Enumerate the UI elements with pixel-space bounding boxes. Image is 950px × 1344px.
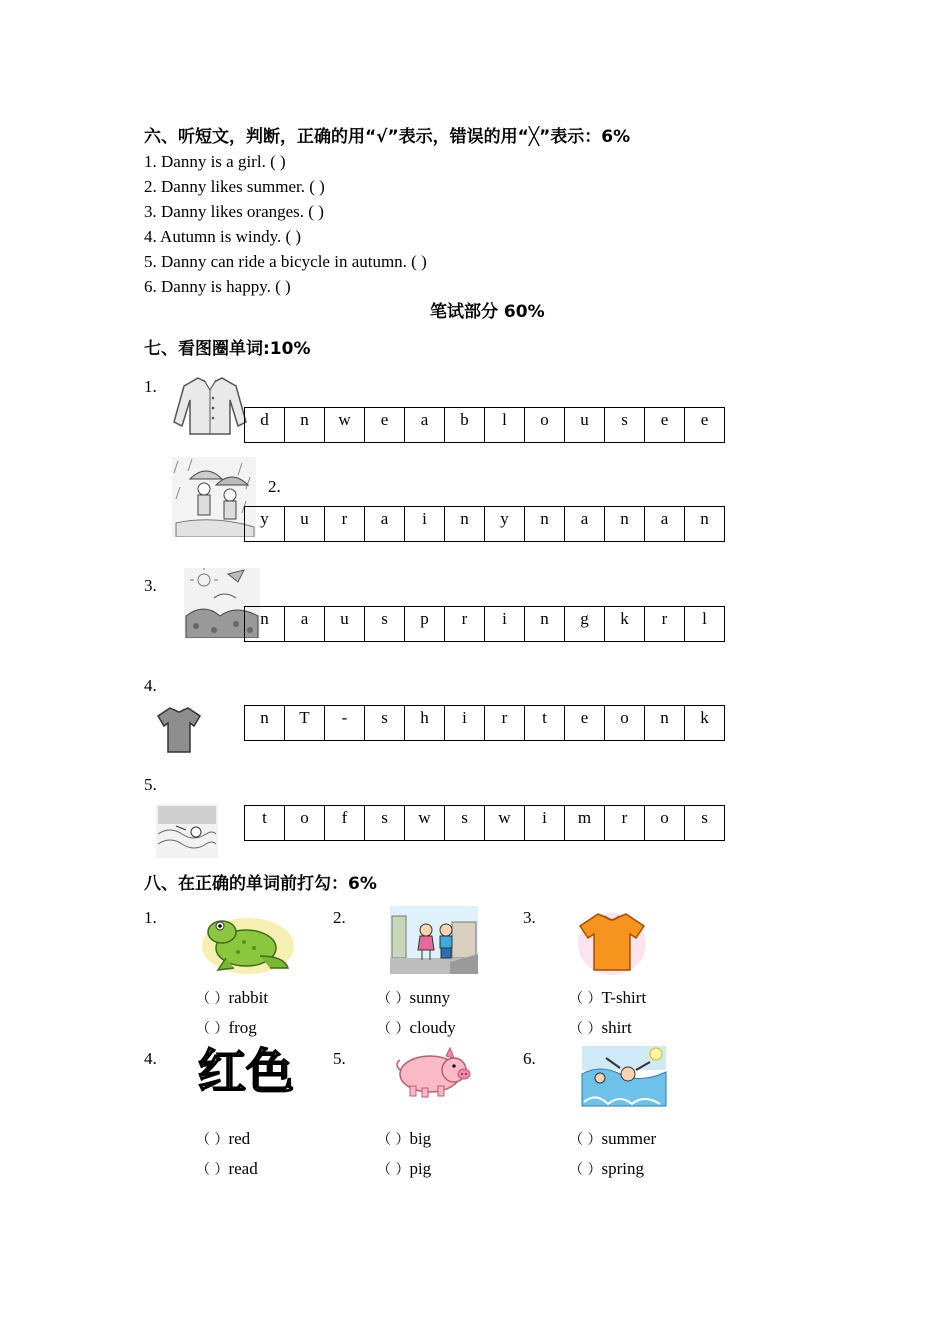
answer-paren: （ ） (377, 1132, 410, 1148)
answer-paren: （ ） (569, 991, 602, 1007)
letter-cell[interactable]: u (325, 607, 365, 642)
section-8-title: 八、在正确的单词前打勾：6% (144, 874, 377, 894)
question-number-5: 5. (144, 775, 157, 794)
letter-row (245, 607, 725, 642)
option-text: pig (409, 1159, 432, 1178)
letter-cell[interactable]: s (365, 806, 405, 841)
letter-cell[interactable]: n (525, 607, 565, 642)
option-text: red (228, 1129, 251, 1148)
option-text: cloudy (409, 1018, 456, 1037)
letter-cell[interactable]: r (485, 706, 525, 741)
letter-cell[interactable]: T (285, 706, 325, 741)
letter-cell[interactable]: u (285, 507, 325, 542)
option-q5-a[interactable] (377, 1129, 431, 1150)
letter-cell[interactable]: r (605, 806, 645, 841)
letter-row (245, 706, 725, 741)
letter-cell[interactable]: e (565, 706, 605, 741)
listening-item-5: 5. Danny can ride a bicycle in autumn. ( ) (144, 252, 427, 271)
letter-cell[interactable]: o (285, 806, 325, 841)
svg-text:红色: 红色 (198, 1044, 295, 1096)
letter-cell[interactable]: m (565, 806, 605, 841)
option-text: read (228, 1159, 258, 1178)
letter-cell[interactable]: n (525, 507, 565, 542)
letter-row (245, 806, 725, 841)
letter-cell[interactable]: t (525, 706, 565, 741)
answer-paren: （ ） (196, 1132, 229, 1148)
letter-cell[interactable]: a (365, 507, 405, 542)
letter-cell[interactable]: r (325, 507, 365, 542)
listening-item-1: 1. Danny is a girl. ( ) (144, 152, 286, 171)
letter-cell[interactable]: r (645, 607, 685, 642)
question-number-3: 3. (144, 576, 157, 595)
letter-row (245, 408, 725, 443)
letter-cell[interactable]: n (285, 408, 325, 443)
letter-cell[interactable]: i (445, 706, 485, 741)
letter-cell[interactable]: o (525, 408, 565, 443)
letter-cell[interactable]: t (245, 806, 285, 841)
letter-cell[interactable]: - (325, 706, 365, 741)
letter-cell[interactable]: d (245, 408, 285, 443)
letter-cell[interactable]: n (685, 507, 725, 542)
option-text: frog (228, 1018, 257, 1037)
letter-cell[interactable]: k (685, 706, 725, 741)
letter-grid-1 (244, 407, 725, 443)
listening-item-3: 3. Danny likes oranges. ( ) (144, 202, 324, 221)
listening-item-6: 6. Danny is happy. ( ) (144, 277, 291, 296)
letter-cell[interactable]: y (245, 507, 285, 542)
section-6-title: 六、听短文，判断，正确的用“√”表示，错误的用“╳”表示：6% (144, 127, 631, 147)
question-number-1: 1. (144, 377, 157, 396)
question-number-2: 2. (268, 477, 281, 496)
swimming-picture (580, 1044, 668, 1114)
letter-grid-3 (244, 606, 725, 642)
letter-cell[interactable]: s (365, 706, 405, 741)
letter-cell[interactable]: a (565, 507, 605, 542)
letter-cell[interactable]: e (685, 408, 725, 443)
letter-cell[interactable]: n (605, 507, 645, 542)
option-q1-b[interactable] (196, 1018, 257, 1039)
tick-question-number-2: 2. (333, 908, 346, 927)
option-q3-b[interactable] (569, 1018, 632, 1039)
pig-picture (394, 1046, 474, 1100)
swimming-sketch-picture (156, 804, 218, 858)
letter-cell[interactable]: s (365, 607, 405, 642)
children-picture (390, 906, 478, 974)
letter-grid-2 (244, 506, 725, 542)
letter-cell[interactable]: k (605, 607, 645, 642)
option-text: T-shirt (601, 988, 647, 1007)
option-text: spring (601, 1159, 644, 1178)
answer-paren: （ ） (377, 991, 410, 1007)
listening-item-2: 2. Danny likes summer. ( ) (144, 177, 325, 196)
listening-item-4: 4. Autumn is windy. ( ) (144, 227, 302, 246)
option-q2-b[interactable] (377, 1018, 456, 1039)
letter-cell[interactable]: f (325, 806, 365, 841)
tick-question-number-4: 4. (144, 1049, 157, 1068)
letter-cell[interactable]: o (605, 706, 645, 741)
letter-grid-4 (244, 705, 725, 741)
tshirt-picture (576, 908, 648, 976)
letter-cell[interactable]: o (645, 806, 685, 841)
letter-cell[interactable]: n (445, 507, 485, 542)
letter-cell[interactable]: n (245, 706, 285, 741)
letter-cell[interactable]: r (445, 607, 485, 642)
option-text: big (409, 1129, 432, 1148)
letter-cell[interactable]: e (365, 408, 405, 443)
option-q1-a[interactable] (196, 988, 268, 1009)
option-q6-b[interactable] (569, 1159, 644, 1180)
letter-cell[interactable]: i (405, 507, 445, 542)
letter-cell[interactable]: w (405, 806, 445, 841)
letter-cell[interactable]: g (565, 607, 605, 642)
letter-cell[interactable]: u (565, 408, 605, 443)
answer-paren: （ ） (377, 1162, 410, 1178)
answer-paren: （ ） (569, 1021, 602, 1037)
letter-cell[interactable]: e (645, 408, 685, 443)
letter-grid-5 (244, 805, 725, 841)
written-part-title: 笔试部分 60% (430, 302, 545, 322)
option-q5-b[interactable] (377, 1159, 431, 1180)
answer-paren: （ ） (196, 1162, 229, 1178)
option-text: shirt (601, 1018, 632, 1037)
letter-cell[interactable]: w (325, 408, 365, 443)
tick-question-number-1: 1. (144, 908, 157, 927)
option-q4-a[interactable] (196, 1129, 250, 1150)
answer-paren: （ ） (569, 1132, 602, 1148)
letter-cell[interactable]: w (485, 806, 525, 841)
letter-cell[interactable]: a (285, 607, 325, 642)
letter-cell[interactable]: s (605, 408, 645, 443)
letter-cell[interactable]: l (685, 607, 725, 642)
letter-cell[interactable]: s (445, 806, 485, 841)
tshirt-gray-picture (156, 706, 202, 756)
answer-paren: （ ） (569, 1162, 602, 1178)
letter-cell[interactable]: s (685, 806, 725, 841)
option-q4-b[interactable] (196, 1159, 258, 1180)
letter-cell[interactable]: n (645, 706, 685, 741)
tick-question-number-3: 3. (523, 908, 536, 927)
blouse-picture (170, 372, 250, 436)
letter-cell[interactable]: i (525, 806, 565, 841)
option-text: summer (601, 1129, 657, 1148)
section-7-title: 七、看图圈单词:10% (144, 339, 311, 359)
answer-paren: （ ） (196, 1021, 229, 1037)
option-q3-a[interactable] (569, 988, 646, 1009)
letter-cell[interactable]: n (245, 607, 285, 642)
letter-cell[interactable]: h (405, 706, 445, 741)
letter-cell[interactable]: i (485, 607, 525, 642)
letter-cell[interactable]: y (485, 507, 525, 542)
tick-question-number-6: 6. (523, 1049, 536, 1068)
frog-picture (200, 906, 296, 976)
question-number-4: 4. (144, 676, 157, 695)
letter-row (245, 507, 725, 542)
letter-cell[interactable]: a (405, 408, 445, 443)
tick-question-number-5: 5. (333, 1049, 346, 1068)
option-text: rabbit (228, 988, 269, 1007)
answer-paren: （ ） (196, 991, 229, 1007)
answer-paren: （ ） (377, 1021, 410, 1037)
letter-cell[interactable]: a (645, 507, 685, 542)
option-q2-a[interactable] (377, 988, 450, 1009)
option-q6-a[interactable] (569, 1129, 656, 1150)
option-text: sunny (409, 988, 451, 1007)
letter-cell[interactable]: l (485, 408, 525, 443)
red-characters-picture (196, 1040, 304, 1096)
letter-cell[interactable]: b (445, 408, 485, 443)
letter-cell[interactable]: p (405, 607, 445, 642)
